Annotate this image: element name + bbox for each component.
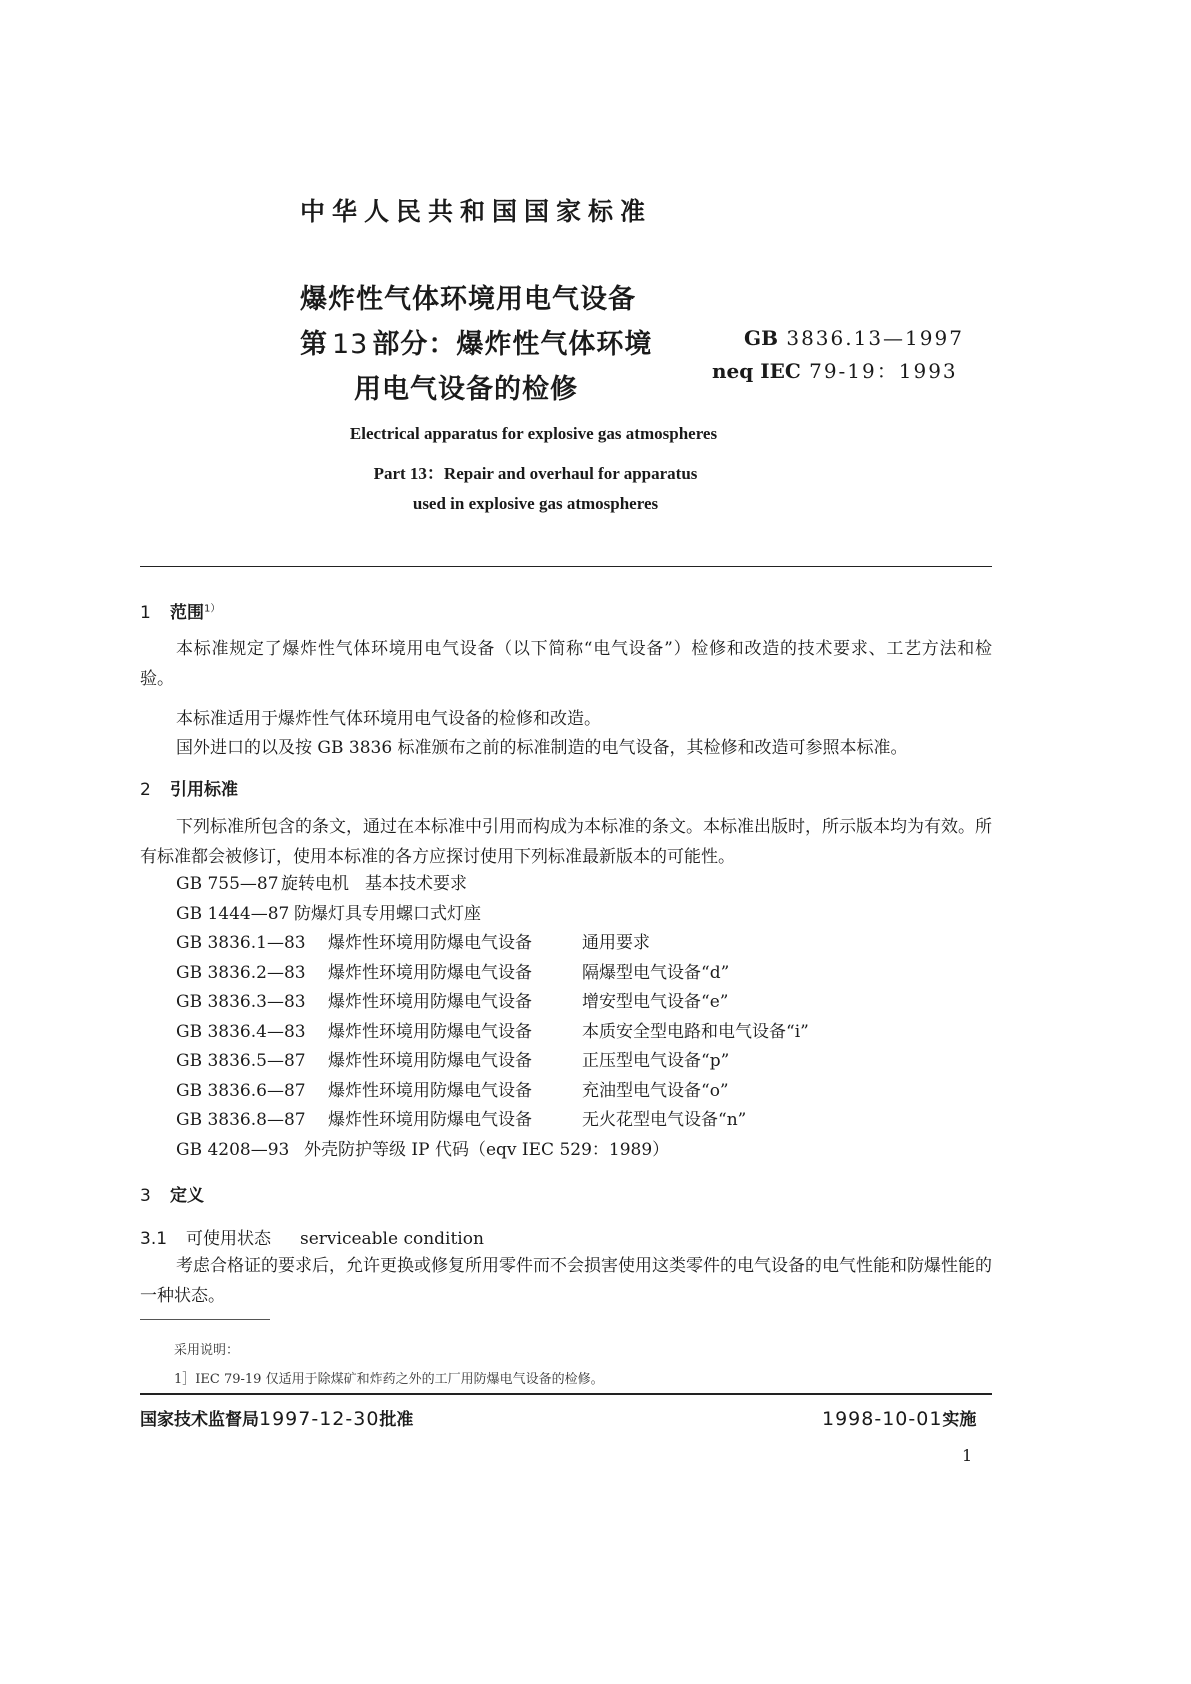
reference-detail: 正压型电气设备“p” — [582, 1051, 730, 1071]
cn-title-part-rest: 部分：爆炸性气体环境 — [372, 329, 653, 360]
approval-suffix: 批准 — [379, 1410, 414, 1430]
reference-row — [176, 870, 809, 900]
reference-row — [176, 1136, 809, 1166]
reference-row — [176, 929, 809, 959]
reference-code: GB 3836.5—87 — [176, 1051, 306, 1071]
cn-title-line-1: 爆炸性气体环境用电气设备 — [300, 284, 636, 315]
section-3-1-heading — [140, 1224, 484, 1249]
section-3-1-title: 可使用状态 — [186, 1229, 271, 1249]
en-title-line-1: Electrical apparatus for explosive gas atmospheres — [349, 424, 718, 443]
en-title-line-3: used in explosive gas atmospheres — [412, 494, 659, 513]
section-1-paragraph-2: 本标准适用于爆炸性气体环境用电气设备的检修和改造。 — [176, 709, 601, 729]
reference-detail: 隔爆型电气设备“d” — [582, 962, 730, 983]
approval-date: 1997-12-30 — [259, 1408, 380, 1430]
reference-detail: 通用要求 — [582, 933, 650, 953]
section-1-paragraph-3: 国外进口的以及按 GB 3836 标准颁布之前的标准制造的电气设备，其检修和改造可参照本标准。 — [176, 738, 908, 758]
national-standard-heading: 中华人民共和国国家标准 — [300, 197, 653, 226]
cn-title-part-number: 13 — [332, 329, 369, 360]
section-3-1-english: serviceable condition — [300, 1229, 484, 1249]
reference-code: GB 3836.4—83 — [176, 1021, 306, 1042]
reference-code: GB 3836.1—83 — [176, 933, 306, 953]
cn-title-part-prefix: 第 — [300, 329, 328, 360]
section-1-title: 范围 — [170, 603, 204, 623]
footnote-label: 采用说明： — [174, 1343, 240, 1358]
reference-name: 爆炸性环境用防爆电气设备 — [328, 962, 532, 983]
section-1-note-mark: 1） — [204, 603, 221, 615]
reference-name: 爆炸性环境用防爆电气设备 — [328, 933, 532, 953]
reference-code: GB 3836.8—87 — [176, 1110, 306, 1130]
implementation-line — [822, 1405, 976, 1430]
cn-title-line-3: 用电气设备的检修 — [354, 374, 578, 405]
reference-name: 爆炸性环境用防爆电气设备 — [328, 1080, 532, 1101]
reference-row — [176, 1047, 809, 1077]
reference-name: 爆炸性环境用防爆电气设备 — [328, 1110, 532, 1130]
reference-code: GB 1444—87 — [176, 903, 290, 924]
equivalent-value: 79-19：1993 — [809, 359, 958, 383]
reference-name: 爆炸性环境用防爆电气设备 — [328, 992, 532, 1012]
page-number: 1 — [962, 1446, 973, 1465]
reference-detail: 基本技术要求 — [365, 874, 467, 894]
reference-detail: 充油型电气设备“o” — [582, 1080, 729, 1101]
reference-code: GB 3836.6—87 — [176, 1080, 306, 1101]
header-divider — [140, 566, 992, 567]
section-3-1-number: 3.1 — [140, 1229, 168, 1249]
implementation-date: 1998-10-01 — [822, 1408, 943, 1430]
reference-row — [176, 1077, 809, 1107]
section-2-title: 引用标准 — [170, 780, 238, 800]
section-3-1-paragraph: 考虑合格证的要求后，允许更换或修复所用零件而不会损害使用这类零件的电气设备的电气性能和防爆性能的一种状态。 — [140, 1256, 992, 1306]
reference-name: 爆炸性环境用防爆电气设备 — [328, 1051, 532, 1071]
footer-divider — [140, 1393, 992, 1395]
approval-line — [140, 1405, 413, 1430]
standard-code — [744, 326, 964, 350]
reference-detail: 无火花型电气设备“n” — [582, 1110, 747, 1130]
reference-detail: 本质安全型电路和电气设备“i” — [582, 1021, 809, 1042]
reference-row — [176, 900, 809, 930]
equivalent-prefix: neq IEC — [712, 359, 801, 383]
section-3-title: 定义 — [170, 1186, 204, 1206]
reference-name: 旋转电机 — [281, 874, 349, 894]
equivalent-standard — [712, 355, 958, 384]
section-2-number: 2 — [140, 780, 151, 800]
section-1-number: 1 — [140, 603, 151, 623]
implementation-suffix: 实施 — [942, 1410, 977, 1430]
reference-code: GB 4208—93 — [176, 1139, 290, 1160]
section-2-paragraph-1: 下列标准所包含的条文，通过在本标准中引用而构成为本标准的条文。本标准出版时，所示版本均为有效。所有标准都会被修订，使用本标准的各方应探讨使用下列标准最新版本的可能性。 — [140, 817, 992, 867]
reference-code: GB 3836.2—83 — [176, 962, 306, 983]
reference-detail: 增安型电气设备“e” — [582, 992, 729, 1012]
reference-row — [176, 959, 809, 989]
footnote-text: 1］IEC 79-19 仅适用于除煤矿和炸药之外的工厂用防爆电气设备的检修。 — [174, 1372, 604, 1387]
reference-name: 爆炸性环境用防爆电气设备 — [328, 1021, 532, 1042]
reference-code: GB 3836.3—83 — [176, 992, 306, 1012]
cn-title-line-2 — [300, 322, 652, 361]
reference-code: GB 755—87 — [176, 874, 279, 894]
reference-name: 防爆灯具专用螺口式灯座 — [294, 903, 481, 924]
reference-name: 外壳防护等级 IP 代码（eqv IEC 529：1989） — [304, 1139, 670, 1160]
reference-row — [176, 1106, 809, 1136]
section-3-number: 3 — [140, 1186, 151, 1206]
standard-code-value: 3836.13—1997 — [786, 326, 964, 350]
section-1-paragraph-1: 本标准规定了爆炸性气体环境用电气设备（以下简称“电气设备”）检修和改造的技术要求、工艺方法和检验。 — [140, 639, 992, 689]
reference-row — [176, 988, 809, 1018]
standard-code-prefix: GB — [744, 326, 778, 350]
section-3-heading — [140, 1181, 204, 1206]
section-1-heading — [140, 598, 220, 623]
reference-list — [176, 870, 809, 1165]
en-title-line-2: Part 13：Repair and overhaul for apparatus — [373, 464, 698, 483]
footnote-divider — [140, 1319, 270, 1320]
reference-row — [176, 1018, 809, 1048]
approval-org: 国家技术监督局 — [140, 1410, 259, 1430]
section-2-heading — [140, 775, 238, 800]
